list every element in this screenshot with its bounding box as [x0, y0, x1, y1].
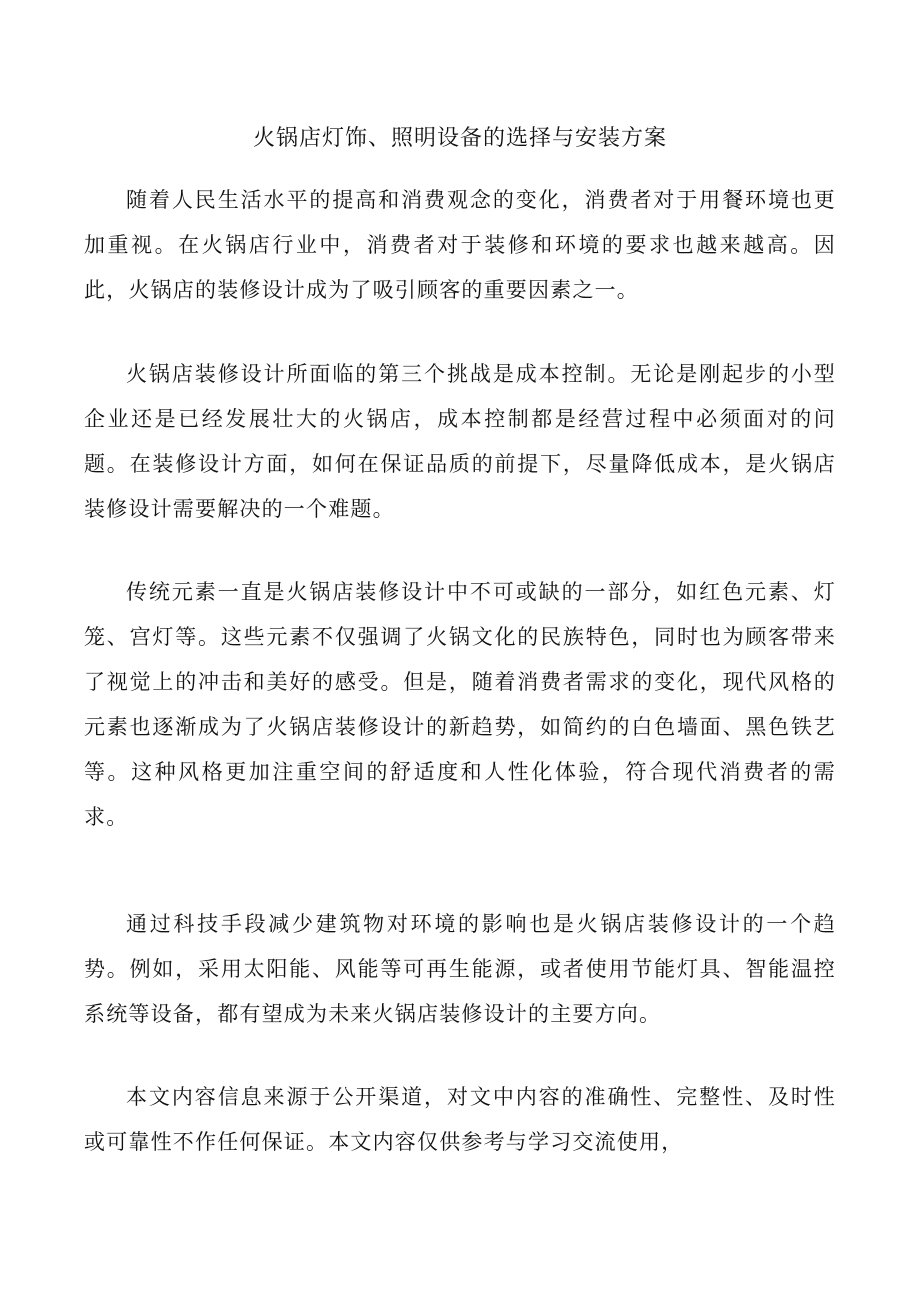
paragraph-technology-trend: 通过科技手段减少建筑物对环境的影响也是火锅店装修设计的一个趋势。例如，采用太阳能、风能等可再生能源，或者使用节能灯具、智能温控系统等设备，都有望成为未来火锅店装修设计的主要方向。: [84, 912, 836, 1026]
paragraph-disclaimer: 本文内容信息来源于公开渠道，对文中内容的准确性、完整性、及时性或可靠性不作任何保证。本文内容仅供参考与学习交流使用，: [84, 1085, 836, 1154]
paragraph-traditional-elements: 传统元素一直是火锅店装修设计中不可或缺的一部分，如红色元素、灯笼、宫灯等。这些元素不仅强调了火锅文化的民族特色，同时也为顾客带来了视觉上的冲击和美好的感受。但是，随着消费者需求的变化，现代风格的元素也逐渐成为了火锅店装修设计的新趋势，如简约的白色墙面、黑色铁艺等。这种风格更加注重空间的舒适度和人性化体验，符合现代消费者的需求。: [84, 580, 836, 829]
paragraph-cost-control: 火锅店装修设计所面临的第三个挑战是成本控制。无论是刚起步的小型企业还是已经发展壮大的火锅店，成本控制都是经营过程中必须面对的问题。在装修设计方面，如何在保证品质的前提下，尽量降低成本，是火锅店装修设计需要解决的一个难题。: [84, 362, 836, 521]
document-title: 火锅店灯饰、照明设备的选择与安装方案: [252, 126, 667, 151]
paragraph-intro: 随着人民生活水平的提高和消费观念的变化，消费者对于用餐环境也更加重视。在火锅店行业中，消费者对于装修和环境的要求也越来越高。因此，火锅店的装修设计成为了吸引顾客的重要因素之一。: [84, 188, 836, 302]
